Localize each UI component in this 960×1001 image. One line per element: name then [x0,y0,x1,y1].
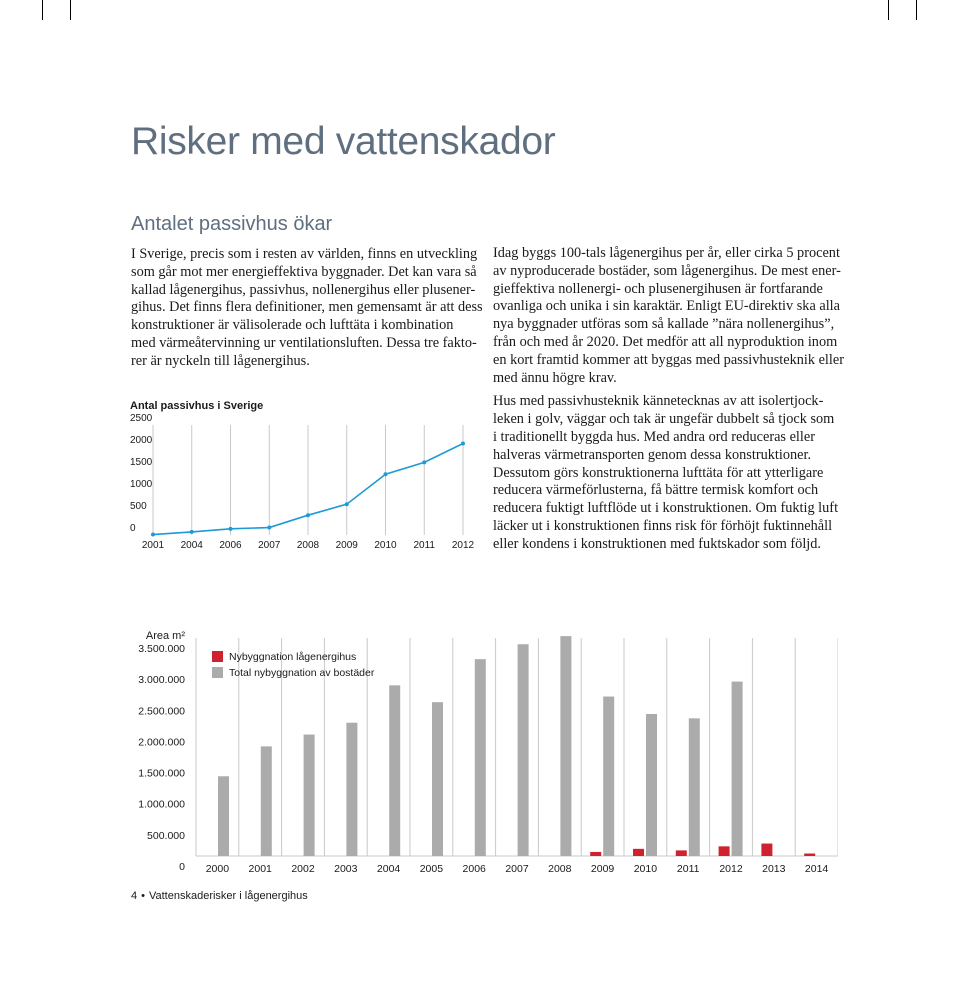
text-line: reducera värmeförlusterna, få bättre termisk komfort och [493,482,819,499]
paragraph [493,393,843,553]
footer-title: Vattenskaderisker i lågenergihus [148,890,308,902]
x-tick-label: 2003 [334,863,358,875]
x-tick-label: 2006 [462,863,486,875]
bar-gray [304,735,315,856]
text-line: ovanliga och unika i sin karaktär. Enligt EU-direktiv ska alla [493,298,840,315]
crop-mark [916,0,917,20]
bar-gray [732,682,743,856]
y-tick-label: 1500 [130,457,153,468]
text-line: konstruktioner är välisolerade och lufttäta i kombination [131,317,454,334]
text-line: från och med år 2020. Det medför att all nyproduktion inom [493,333,838,350]
chart-title: Antal passivhus i Sverige [130,400,264,412]
x-tick-label: 2013 [762,863,786,875]
passivhus-line-chart [125,390,485,560]
area-bar-chart [118,620,838,880]
data-point [384,472,388,476]
data-point [229,527,233,531]
y-tick-label: 500.000 [147,829,185,842]
y-tick-label: 2.500.000 [138,705,185,718]
bar-gray [689,718,700,856]
bar-gray [261,746,272,856]
data-point [267,526,271,530]
bar-gray [346,723,357,856]
data-point [422,460,426,464]
right-text-column [493,245,843,554]
x-tick-label: 2004 [376,863,401,875]
x-tick-label: 2012 [719,863,743,875]
y-axis-label: Area m² [145,630,185,642]
x-tick-label: 2008 [548,863,572,875]
bar-red [633,849,644,856]
bar-gray [389,685,400,856]
bar-gray [432,702,443,856]
bar-gray [603,697,614,856]
text-line: Dessutom görs konstruktionerna lufttäta för att ytterligare [493,464,824,481]
page-title: Risker med vattenskador [131,120,556,163]
text-line: reducera fuktigt luftflöde ut i konstruktionen. Om fuktig luft [493,500,839,517]
paragraph [493,245,843,387]
x-tick-label: 2001 [141,540,165,551]
x-tick-label: 2008 [296,540,320,551]
data-point [461,441,465,445]
crop-mark [42,0,43,20]
legend-label: Nybyggnation lågenergihus [229,651,357,663]
x-tick-label: 2001 [248,863,272,875]
data-point [151,533,155,537]
text-line: som går mot mer energieffektiva byggnader. Det kan vara så [131,263,477,280]
bar-red [761,844,772,856]
y-tick-label: 0 [130,523,136,534]
bar-red [719,846,730,856]
bar-gray [646,714,657,856]
x-tick-label: 2002 [291,863,315,875]
y-tick-label: 1.000.000 [138,798,185,811]
bar-red [804,854,815,856]
x-tick-label: 2014 [804,863,829,875]
legend-swatch-red [212,651,223,662]
y-tick-label: 1000 [130,479,153,490]
x-tick-label: 2000 [205,863,230,875]
y-tick-label: 2500 [130,413,153,424]
page-number: 4 [131,890,138,902]
bar-gray [475,659,486,856]
section-heading: Antalet passivhus ökar [131,213,333,235]
bar-red [590,852,601,856]
bar-gray [518,644,529,856]
text-line: en kort framtid kommer att byggas med passivhusteknik eller [493,351,844,368]
y-tick-label: 3.500.000 [138,643,185,655]
text-line: läcker ut i konstruktionen finns risk för förhöjt fuktinnehåll [493,517,833,534]
x-tick-label: 2005 [419,863,444,875]
footer-bullet: • [141,890,145,902]
bar-gray [560,636,571,856]
x-tick-label: 2004 [180,540,203,551]
text-line: gihus. Det finns flera definitioner, men gemensamt är att dess [131,299,483,316]
y-tick-label: 2.000.000 [138,736,185,749]
bar-gray [218,776,229,856]
crop-mark [888,0,889,20]
text-line: av nyproducerade bostäder, som lågenergihus. De mest ener- [493,262,841,279]
text-line: med ännu högre krav. [493,369,617,386]
text-line: leken i golv, väggar och tak är ungefär dubbelt så tjock som [493,411,835,428]
y-tick-label: 1.500.000 [138,767,185,780]
y-tick-label: 3.000.000 [138,674,185,687]
x-tick-label: 2009 [590,863,615,875]
crop-mark [70,0,71,20]
bar-red [676,850,687,856]
x-tick-label: 2007 [505,863,529,875]
legend-label: Total nybyggnation av bostäder [229,667,375,679]
data-point [190,530,194,534]
text-line: rer är nyckeln till lågenergihus. [131,352,310,369]
data-point [306,513,310,517]
text-line: Hus med passivhusteknik kännetecknas av att isolertjock- [493,393,824,410]
x-tick-label: 2011 [413,540,436,551]
text-line: Idag byggs 100-tals lågenergihus per år, eller cirka 5 procent [493,245,840,261]
x-tick-label: 2007 [258,540,281,551]
x-tick-label: 2006 [219,540,242,551]
text-line: eller kondens i konstruktionen med fuktskador som följd. [493,535,821,552]
x-tick-label: 2012 [451,540,475,551]
page-footer [131,890,308,902]
x-tick-label: 2010 [633,863,658,875]
left-text-column [131,246,483,371]
text-line: gieffektiva nollenergi- och plusenergihusen är fortfarande [493,280,823,297]
y-tick-label: 2000 [130,435,153,446]
x-tick-label: 2011 [676,863,700,875]
text-line: med värmeåtervinning ur ventilationsluften. Dessa tre fakto- [131,334,477,351]
text-line: kallad lågenergihus, passivhus, nollenergihus eller plusener- [131,281,476,298]
y-tick-label: 500 [130,501,147,512]
paragraph [131,246,483,371]
data-point [345,502,349,506]
text-line: I Sverige, precis som i resten av världen, finns en utveckling [131,246,478,262]
x-tick-label: 2009 [335,540,358,551]
x-tick-label: 2010 [374,540,397,551]
text-line: i traditionellt byggda hus. Med andra ord reduceras eller [493,428,815,445]
text-line: nya byggnader utföras som så kallade ”nära nollenergihus”, [493,316,835,333]
legend-swatch-gray [212,667,223,678]
text-line: halveras värmetransporten genom dessa konstruktioner. [493,446,812,463]
y-tick-label: 0 [179,861,185,873]
